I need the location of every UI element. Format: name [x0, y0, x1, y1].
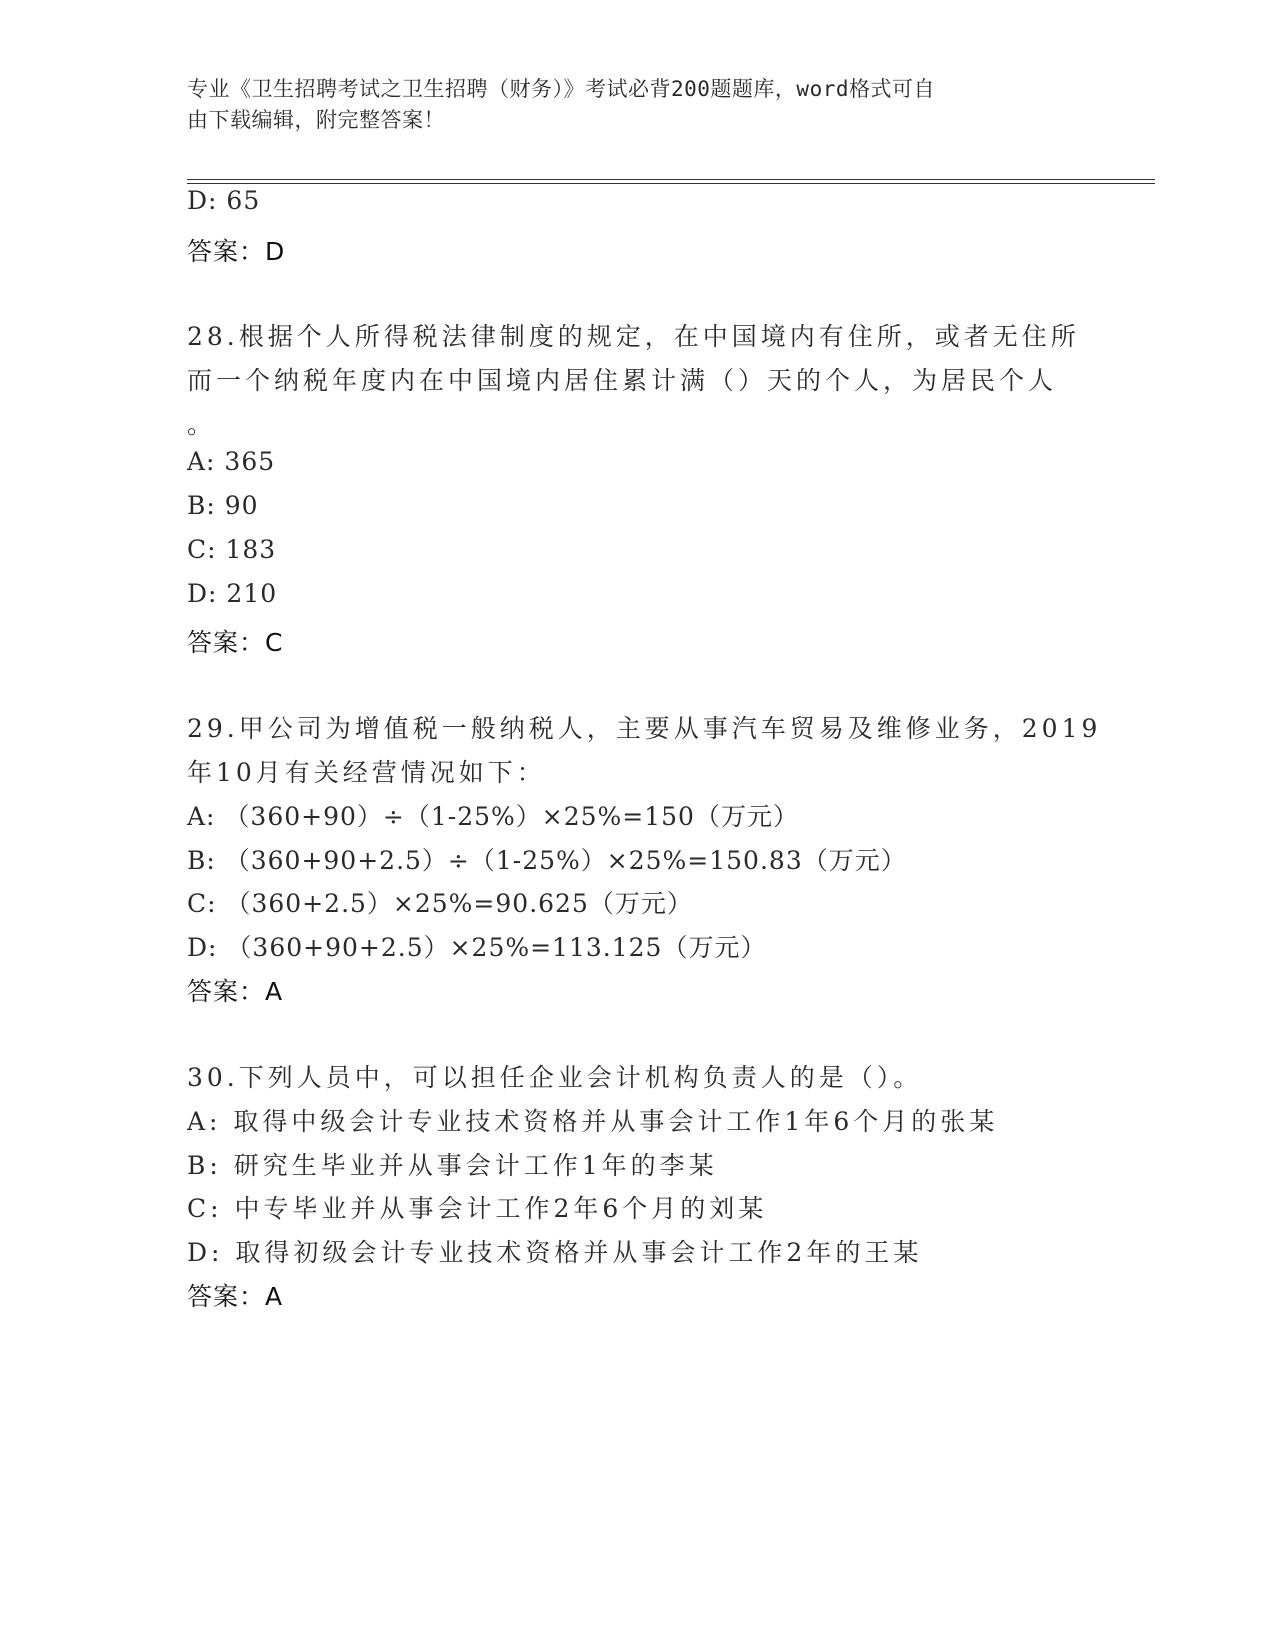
header-line-2: 由下载编辑，附完整答案！	[187, 108, 445, 132]
q28-stem-line-2: 而一个纳税年度内在中国境内居住累计满（）天的个人，为居民个人	[187, 366, 1058, 395]
q29-stem-line-1: 29.甲公司为增值税一般纳税人，主要从事汽车贸易及维修业务，2019	[187, 714, 1102, 743]
q29-option-b: B: （360+90+2.5）÷（1-25%）×25%=150.83（万元）	[187, 846, 907, 875]
q28-option-b: B: 90	[187, 491, 259, 520]
q28-stem-line-1: 28.根据个人所得税法律制度的规定，在中国境内有住所，或者无住所	[187, 322, 1080, 351]
q30-option-a: A: 取得中级会计专业技术资格并从事会计工作1年6个月的张某	[187, 1107, 999, 1136]
prev-option-d: D: 65	[187, 186, 261, 215]
header-line-1: 专业《卫生招聘考试之卫生招聘（财务）》考试必背200题题库，word格式可自	[187, 77, 935, 101]
prev-answer: 答案：D	[187, 237, 286, 266]
q28-answer: 答案：C	[187, 628, 284, 657]
q30-option-d: D: 取得初级会计专业技术资格并从事会计工作2年的王某	[187, 1238, 923, 1267]
q28-option-c: C: 183	[187, 535, 277, 564]
header-divider-bottom	[187, 183, 1155, 184]
q29-stem-line-2: 年10月有关经营情况如下：	[187, 758, 546, 787]
q28-stem-line-3: 。	[187, 410, 217, 439]
q28-option-d: D: 210	[187, 579, 278, 608]
q29-option-c: C: （360+2.5）×25%=90.625（万元）	[187, 889, 693, 918]
q29-answer: 答案：A	[187, 977, 284, 1006]
q29-option-a: A: （360+90）÷（1-25%）×25%=150（万元）	[187, 802, 799, 831]
q30-option-b: B: 研究生毕业并从事会计工作1年的李某	[187, 1151, 718, 1180]
q29-option-d: D: （360+90+2.5）×25%=113.125（万元）	[187, 933, 767, 962]
q28-option-a: A: 365	[187, 447, 276, 476]
q30-option-c: C: 中专毕业并从事会计工作2年6个月的刘某	[187, 1194, 768, 1223]
document-header	[187, 74, 1067, 136]
header-divider-top	[187, 179, 1155, 180]
q30-stem-line-1: 30.下列人员中，可以担任企业会计机构负责人的是（）。	[187, 1063, 923, 1092]
q30-answer: 答案：A	[187, 1282, 284, 1311]
